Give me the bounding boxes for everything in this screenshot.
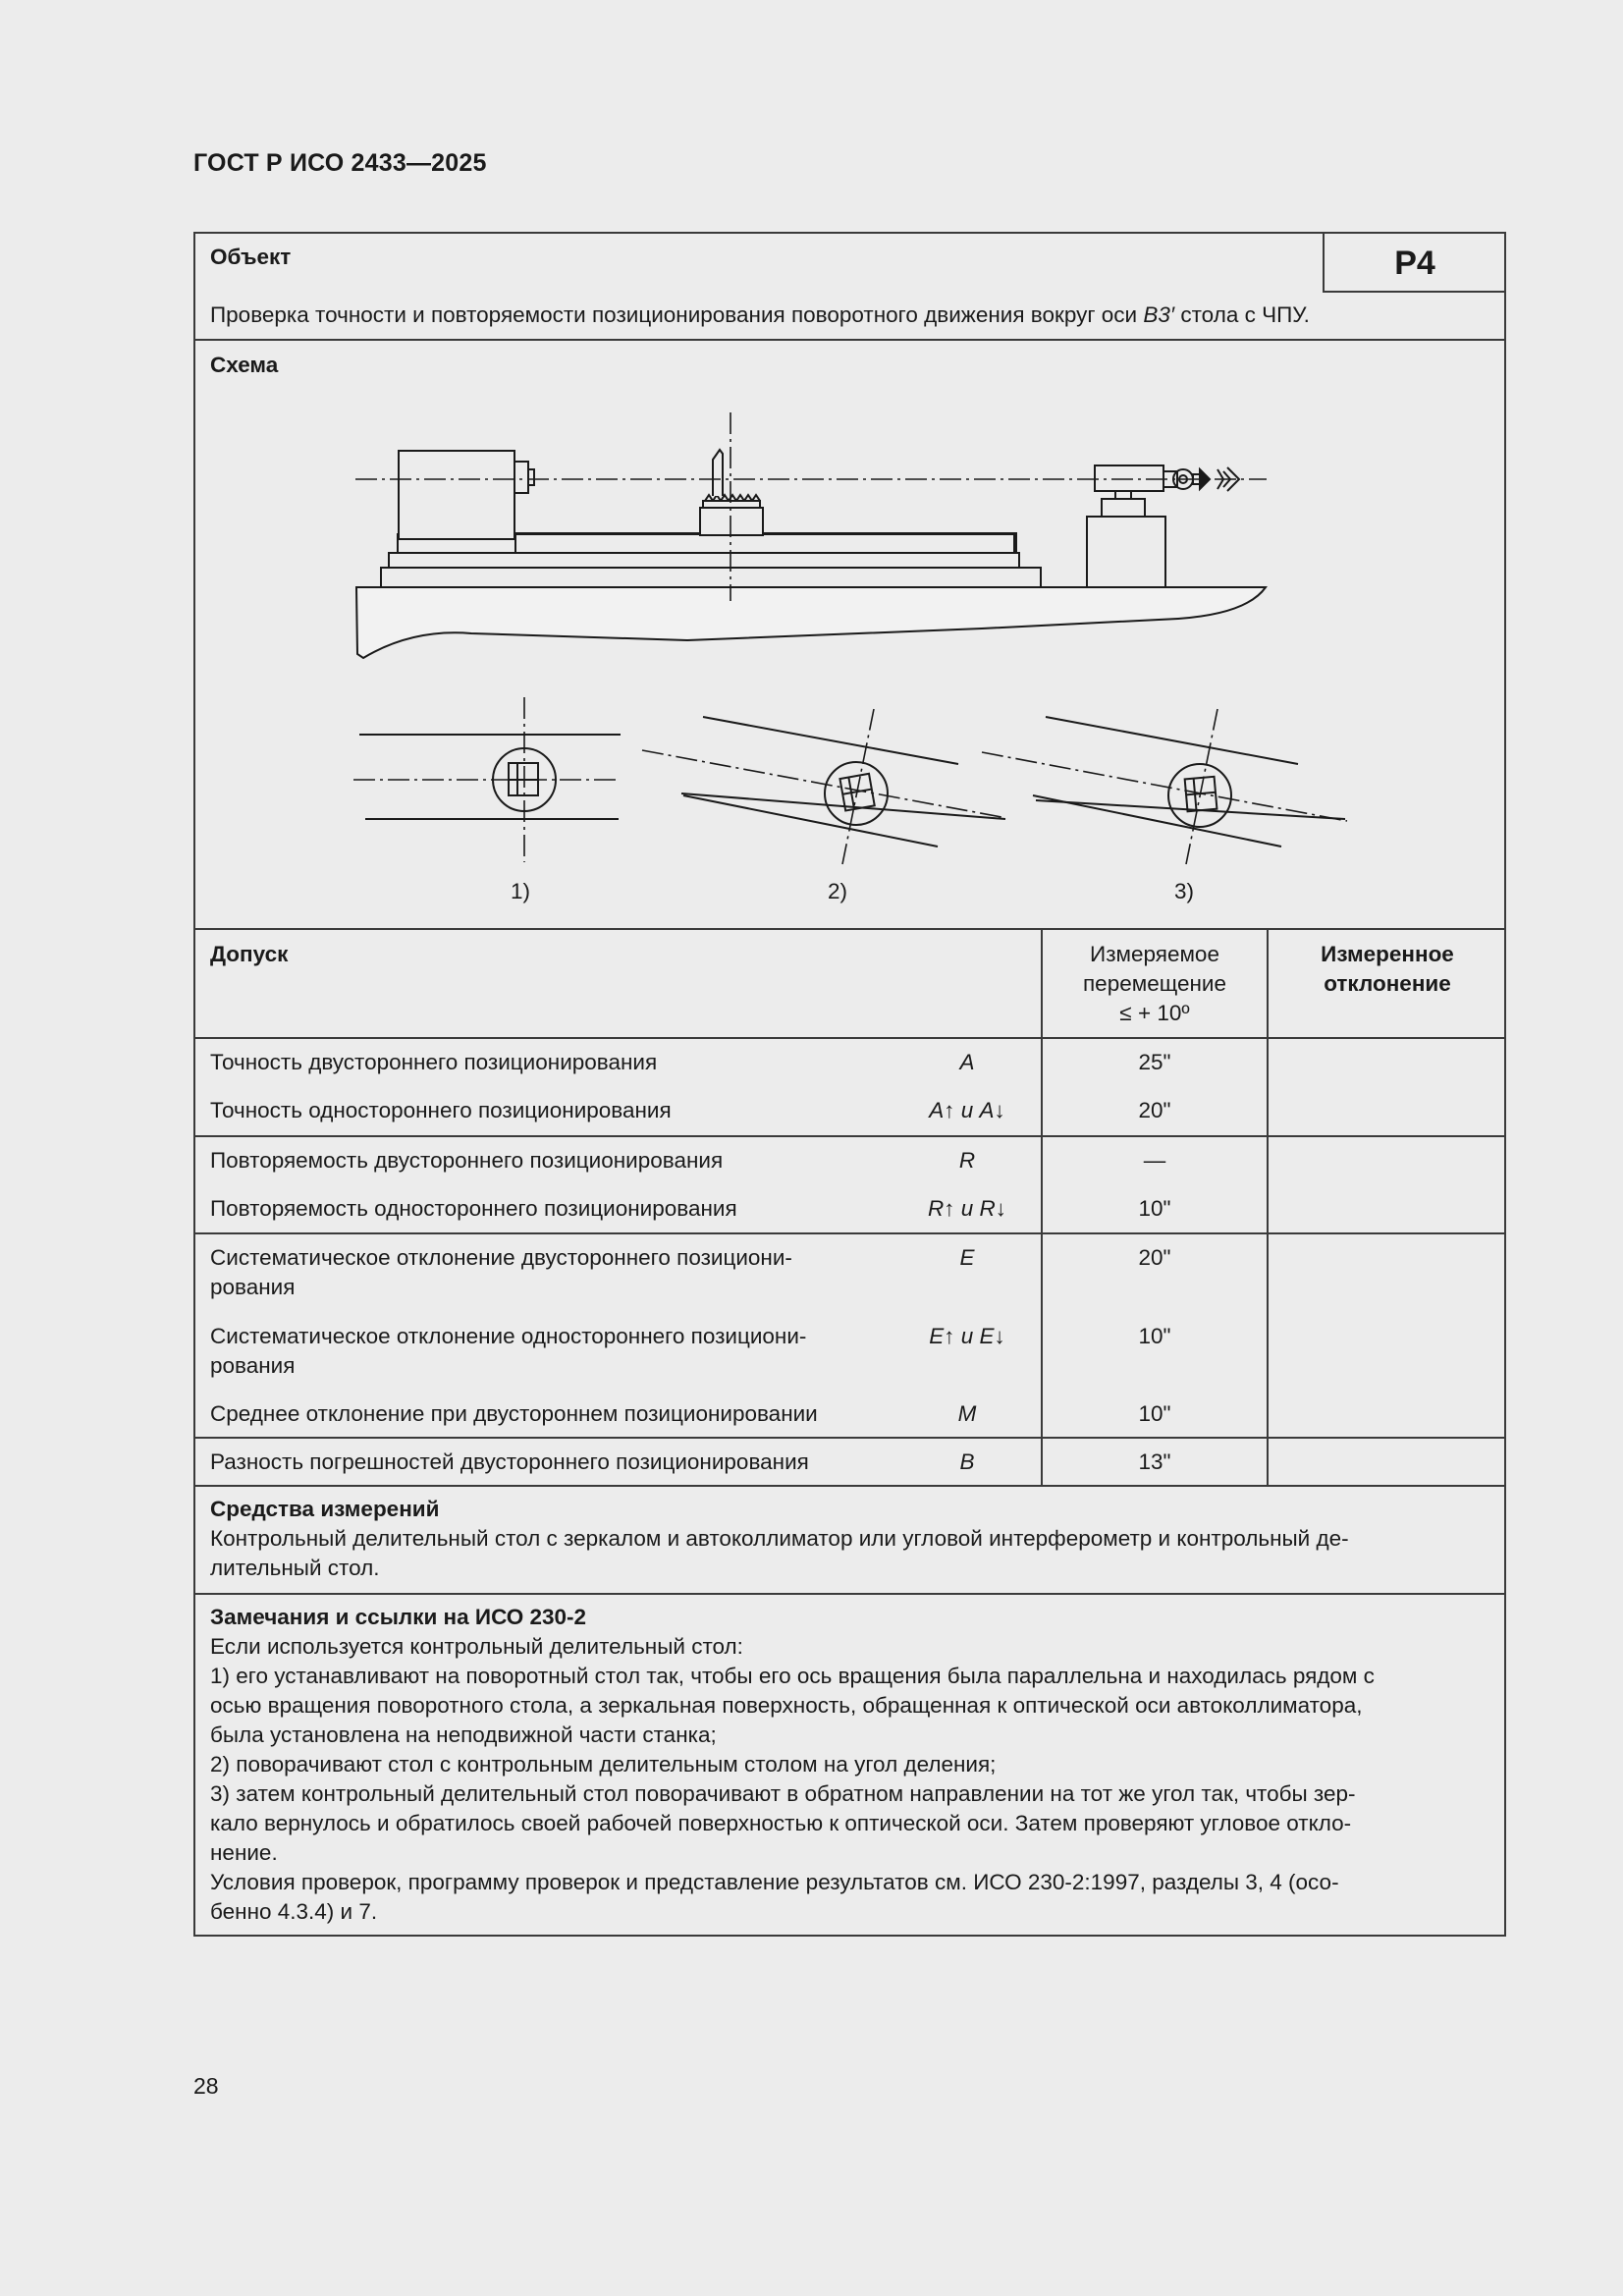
row-value: 13"	[1138, 1449, 1171, 1474]
object-description: Проверка точности и повторяемости позиционирования поворотного движения вокруг оси B3′ стола с ЧПУ.	[210, 302, 1310, 327]
page-number: 28	[193, 2073, 219, 2099]
figure-2-label: 2)	[828, 879, 848, 903]
row-name: Повторяемость двустороннего позиционирования	[210, 1148, 724, 1173]
notes-line: 3) затем контрольный делительный стол поворачивают в обратном направлении на тот же угол так, чтобы зер-	[210, 1781, 1356, 1806]
row-name: Повторяемость одностороннего позиционирования	[210, 1196, 737, 1221]
test-code: P4	[1394, 244, 1435, 282]
tolerance-label: Допуск	[210, 942, 289, 966]
object-label: Объект	[210, 245, 292, 269]
notes-line: 1) его устанавливают на поворотный стол так, чтобы его ось вращения была параллельна и находилась рядом с	[210, 1664, 1375, 1688]
notes-line: 2) поворачивают стол с контрольным делительным столом на угол деления;	[210, 1752, 997, 1777]
row-symbol: R	[958, 1148, 976, 1173]
row-value: 20"	[1138, 1098, 1171, 1122]
notes-line: осью вращения поворотного стола, а зеркальная поверхность, обращенная к оптической оси автоколлиматора,	[210, 1693, 1363, 1718]
row-value: 25"	[1138, 1050, 1171, 1074]
row-value: 10"	[1138, 1401, 1171, 1426]
row-name-line2: рования	[210, 1275, 296, 1299]
row-name-line1: Систематическое отклонение одностороннего позициони-	[210, 1324, 807, 1348]
figure-1-label: 1)	[511, 879, 531, 903]
row-symbol: A↑ и A↓	[929, 1098, 1005, 1122]
col-deviation-line2: отклонение	[1324, 971, 1451, 996]
row-symbol: M	[957, 1401, 977, 1426]
instruments-line: Контрольный делительный стол с зеркалом и автоколлиматор или угловой интерферометр и контрольный де-	[210, 1526, 1349, 1551]
notes-line: нение.	[210, 1840, 278, 1865]
row-name: Среднее отклонение при двустороннем позиционировании	[210, 1401, 818, 1426]
row-value: 10"	[1138, 1196, 1171, 1221]
notes-line: Условия проверок, программу проверок и представление результатов см. ИСО 230-2:1997, разделы 3, 4 (осо-	[210, 1870, 1339, 1894]
figure-3-label: 3)	[1174, 879, 1195, 903]
notes-line: кало вернулось и обратилось своей рабочей поверхностью к оптической оси. Затем проверяют угловое откло-	[210, 1811, 1352, 1835]
notes-line: Если используется контрольный делительный стол:	[210, 1634, 743, 1659]
row-symbol: E↑ и E↓	[929, 1324, 1005, 1348]
col-deviation-line1: Измеренное	[1321, 942, 1454, 966]
row-symbol: R↑ и R↓	[927, 1196, 1006, 1221]
col-measured-line2: перемещение	[1083, 971, 1226, 996]
document-header: ГОСТ Р ИСО 2433—2025	[193, 149, 487, 177]
instruments-line: лительный стол.	[210, 1556, 380, 1580]
row-name-line1: Систематическое отклонение двустороннего позициони-	[210, 1245, 792, 1270]
row-name-line2: рования	[210, 1353, 296, 1378]
schema-diagram	[334, 398, 1375, 928]
instruments-title: Средства измерений	[210, 1497, 440, 1521]
notes-title: Замечания и ссылки на ИСО 230-2	[210, 1605, 587, 1629]
row-symbol: B	[959, 1449, 975, 1474]
notes-line: была установлена на неподвижной части станка;	[210, 1722, 717, 1747]
row-name: Разность погрешностей двустороннего позиционирования	[210, 1449, 809, 1474]
row-symbol: A	[959, 1050, 975, 1074]
row-name: Точность одностороннего позиционирования	[210, 1098, 672, 1122]
col-measured-line1: Измеряемое	[1090, 942, 1219, 966]
row-value: —	[1143, 1148, 1166, 1173]
row-value: 10"	[1138, 1324, 1171, 1348]
row-value: 20"	[1138, 1245, 1171, 1270]
col-measured-line3: ≤ + 10º	[1119, 1001, 1190, 1025]
notes-line: бенно 4.3.4) и 7.	[210, 1899, 378, 1924]
row-symbol: E	[959, 1245, 975, 1270]
row-name: Точность двустороннего позиционирования	[210, 1050, 658, 1074]
schema-label: Схема	[210, 353, 279, 377]
